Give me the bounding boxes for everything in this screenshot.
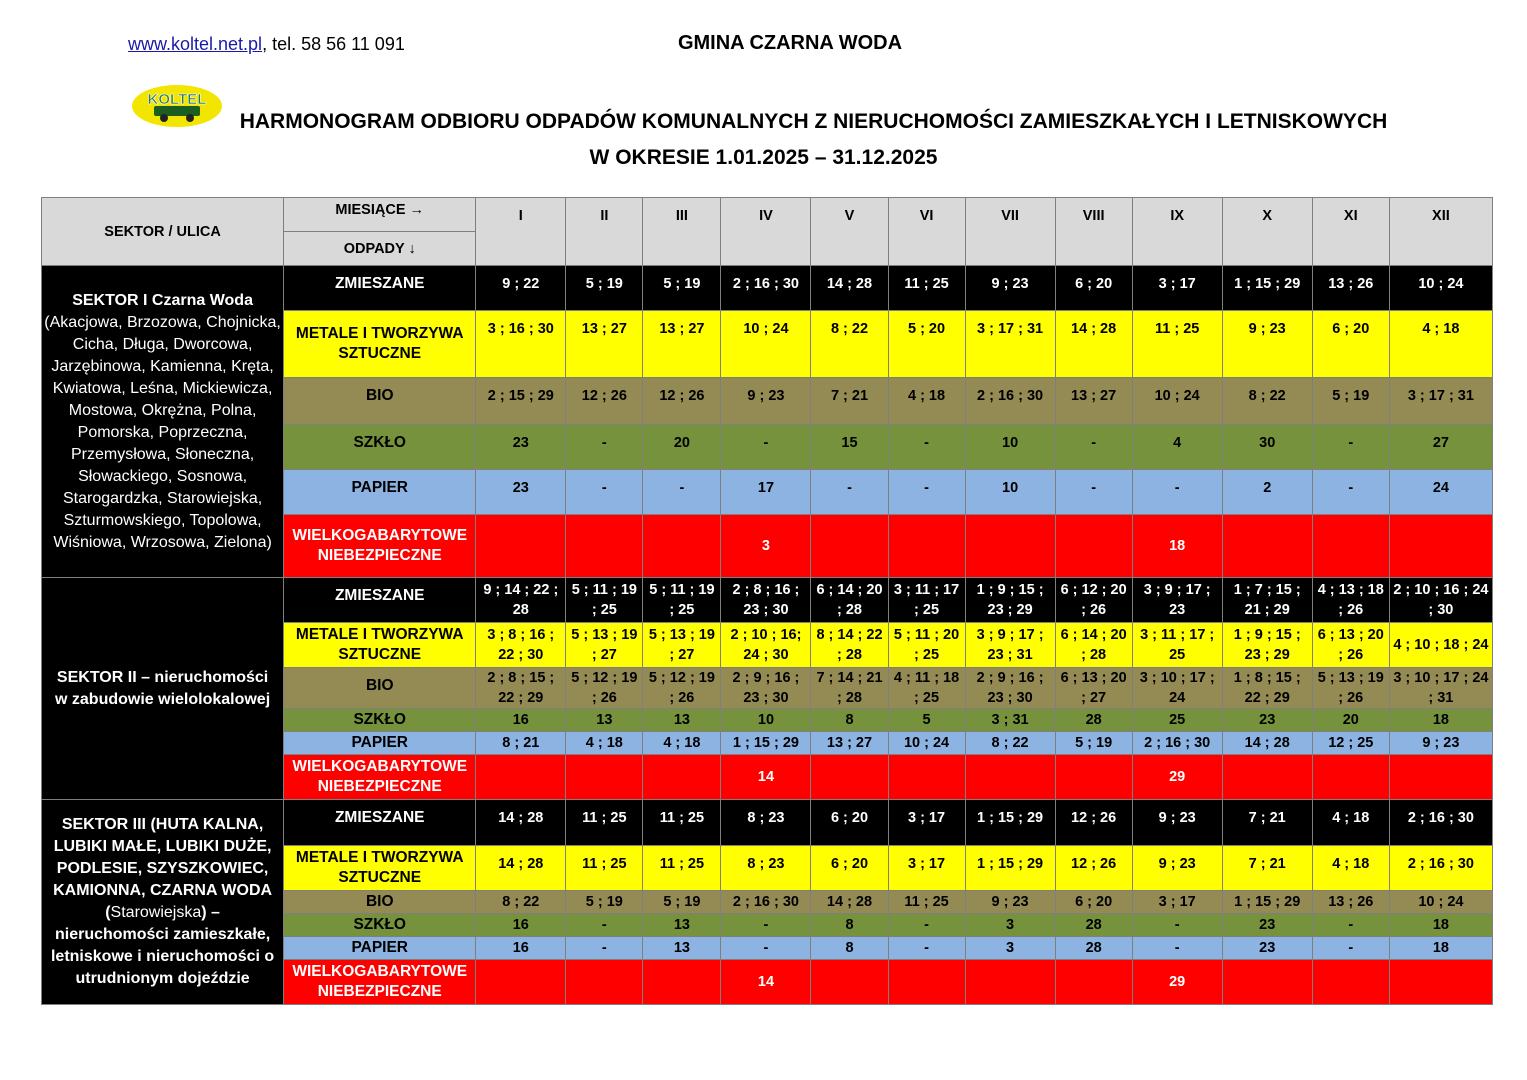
- sector-3-label: [42, 800, 284, 1005]
- pickup-dates: 1 ; 15 ; 29: [965, 800, 1055, 845]
- pickup-dates: 9 ; 23: [965, 890, 1055, 913]
- pickup-dates: 3: [721, 514, 811, 577]
- pickup-dates: 10: [721, 709, 811, 732]
- pickup-dates: 1 ; 9 ; 15 ; 23 ; 29: [1222, 623, 1312, 668]
- pickup-dates: -: [1312, 424, 1389, 469]
- pickup-dates: [888, 514, 965, 577]
- pickup-dates: 7 ; 21: [1222, 845, 1312, 890]
- pickup-dates: 9 ; 14 ; 22 ; 28: [476, 577, 566, 622]
- pickup-dates: 16: [476, 936, 566, 959]
- pickup-dates: [643, 959, 721, 1004]
- pickup-dates: 2 ; 16 ; 30: [965, 378, 1055, 424]
- pickup-dates: 25: [1132, 709, 1222, 732]
- pickup-dates: -: [566, 469, 643, 514]
- pickup-dates: -: [566, 913, 643, 936]
- pickup-dates: 11 ; 25: [566, 800, 643, 845]
- pickup-dates: 20: [1312, 709, 1389, 732]
- pickup-dates: -: [1132, 913, 1222, 936]
- pickup-dates: 3 ; 17: [1132, 890, 1222, 913]
- waste-category: METALE I TWORZYWA SZTUCZNE: [284, 311, 476, 378]
- month-header: I: [476, 198, 566, 266]
- pickup-dates: [1389, 755, 1492, 800]
- pickup-dates: 6 ; 20: [811, 845, 888, 890]
- pickup-dates: 2 ; 15 ; 29: [476, 378, 566, 424]
- pickup-dates: 11 ; 25: [643, 800, 721, 845]
- pickup-dates: 16: [476, 709, 566, 732]
- pickup-dates: 16: [476, 913, 566, 936]
- pickup-dates: 7 ; 21: [811, 378, 888, 424]
- pickup-dates: -: [721, 936, 811, 959]
- pickup-dates: -: [888, 936, 965, 959]
- pickup-dates: 6 ; 13 ; 20 ; 26: [1312, 623, 1389, 668]
- pickup-dates: -: [1132, 469, 1222, 514]
- sector-description: ) – nieruchomości zamieszkałe, letniskowe i nieruchomości o utrudnionym dojeździe: [50, 904, 275, 988]
- pickup-dates: 4 ; 18: [643, 732, 721, 755]
- pickup-dates: 5 ; 13 ; 19 ; 27: [566, 623, 643, 668]
- pickup-dates: -: [1312, 469, 1389, 514]
- pickup-dates: 15: [811, 424, 888, 469]
- pickup-dates: 20: [643, 424, 721, 469]
- month-header: XII: [1389, 198, 1492, 266]
- sector-2-label: [42, 577, 284, 800]
- pickup-dates: 9 ; 23: [965, 266, 1055, 311]
- pickup-dates: 5 ; 19: [643, 890, 721, 913]
- schedule-title: HARMONOGRAM ODBIORU ODPADÓW KOMUNALNYCH Z NIERUCHOMOŚCI ZAMIESZKAŁYCH I LETNISKOWYCH: [239, 110, 1388, 133]
- pickup-dates: -: [811, 469, 888, 514]
- pickup-dates: 1 ; 8 ; 15 ; 22 ; 29: [1222, 668, 1312, 709]
- waste-category: ZMIESZANE: [284, 266, 476, 311]
- pickup-dates: 13 ; 27: [811, 732, 888, 755]
- waste-category: SZKŁO: [284, 424, 476, 469]
- pickup-dates: 2 ; 10 ; 16 ; 24 ; 30: [1389, 577, 1492, 622]
- pickup-dates: 28: [1055, 709, 1132, 732]
- pickup-dates: 8 ; 23: [721, 845, 811, 890]
- sector-street: Starowiejska: [110, 904, 202, 922]
- pickup-dates: 23: [1222, 936, 1312, 959]
- pickup-dates: 14 ; 28: [476, 845, 566, 890]
- month-header: II: [566, 198, 643, 266]
- pickup-dates: 9 ; 22: [476, 266, 566, 311]
- pickup-dates: 11 ; 25: [1132, 311, 1222, 378]
- pickup-dates: 1 ; 9 ; 15 ; 23 ; 29: [965, 577, 1055, 622]
- pickup-dates: [888, 755, 965, 800]
- pickup-dates: 4 ; 18: [1312, 800, 1389, 845]
- pickup-dates: 11 ; 25: [643, 845, 721, 890]
- pickup-dates: 18: [1132, 514, 1222, 577]
- pickup-dates: 1 ; 7 ; 15 ; 21 ; 29: [1222, 577, 1312, 622]
- pickup-dates: 10: [965, 424, 1055, 469]
- pickup-dates: 5 ; 19: [566, 266, 643, 311]
- pickup-dates: 23: [1222, 709, 1312, 732]
- pickup-dates: 8: [811, 913, 888, 936]
- waste-category: PAPIER: [284, 469, 476, 514]
- pickup-dates: 2 ; 16 ; 30: [1389, 845, 1492, 890]
- sector-column-header: SEKTOR / ULICA: [42, 198, 284, 266]
- pickup-dates: 3 ; 17: [888, 800, 965, 845]
- pickup-dates: -: [888, 424, 965, 469]
- sector-streets: (Akacjowa, Brzozowa, Chojnicka, Cicha, Długa, Dworcowa, Jarzębinowa, Kamienna, Kręta, Kwiatowa, Leśna, Mickiewicza, Mostowa, Okrężna, Polna, Pomorska, Poprzeczna, Przemysłowa, Słoneczna, Słowackiego, Sosnowa, Starogardzka, Starowiejska, Szturmowskiego, Topolowa, Wiśniowa, Wrzosowa, Zielona): [44, 313, 281, 551]
- pickup-dates: 2 ; 16 ; 30: [1132, 732, 1222, 755]
- logo-text: KOLTEL: [147, 91, 207, 108]
- pickup-dates: 5 ; 19: [566, 890, 643, 913]
- pickup-dates: [643, 514, 721, 577]
- pickup-dates: 1 ; 15 ; 29: [1222, 890, 1312, 913]
- pickup-dates: 11 ; 25: [888, 266, 965, 311]
- row-zmieszane: [42, 800, 1493, 845]
- phone-text: , tel. 58 56 11 091: [262, 34, 405, 54]
- pickup-dates: -: [721, 913, 811, 936]
- pickup-dates: 3 ; 17: [1132, 266, 1222, 311]
- pickup-dates: 3 ; 11 ; 17 ; 25: [1132, 623, 1222, 668]
- waste-category: WIELKOGABARYTOWE NIEBEZPIECZNE: [284, 755, 476, 800]
- contact-line: [128, 34, 405, 55]
- waste-category: BIO: [284, 890, 476, 913]
- pickup-dates: 2 ; 8 ; 16 ; 23 ; 30: [721, 577, 811, 622]
- pickup-dates: 12 ; 26: [1055, 845, 1132, 890]
- pickup-dates: 8 ; 22: [965, 732, 1055, 755]
- pickup-dates: -: [721, 424, 811, 469]
- pickup-dates: 9 ; 23: [1389, 732, 1492, 755]
- collection-schedule-table: [41, 197, 1493, 1005]
- waste-category: METALE I TWORZYWA SZTUCZNE: [284, 623, 476, 668]
- pickup-dates: 8 ; 14 ; 22 ; 28: [811, 623, 888, 668]
- pickup-dates: 28: [1055, 936, 1132, 959]
- pickup-dates: 8 ; 23: [721, 800, 811, 845]
- pickup-dates: 12 ; 26: [643, 378, 721, 424]
- pickup-dates: 13: [643, 709, 721, 732]
- pickup-dates: [965, 959, 1055, 1004]
- pickup-dates: 2 ; 9 ; 16 ; 23 ; 30: [965, 668, 1055, 709]
- pickup-dates: 6 ; 14 ; 20 ; 28: [1055, 623, 1132, 668]
- pickup-dates: 6 ; 20: [1312, 311, 1389, 378]
- pickup-dates: 7 ; 21: [1222, 800, 1312, 845]
- pickup-dates: 2 ; 16 ; 30: [721, 890, 811, 913]
- pickup-dates: 8 ; 22: [476, 890, 566, 913]
- month-header: IX: [1132, 198, 1222, 266]
- waste-category: WIELKOGABARYTOWE NIEBEZPIECZNE: [284, 514, 476, 577]
- pickup-dates: [476, 514, 566, 577]
- month-header: XI: [1312, 198, 1389, 266]
- waste-category: METALE I TWORZYWA SZTUCZNE: [284, 845, 476, 890]
- pickup-dates: 4 ; 11 ; 18 ; 25: [888, 668, 965, 709]
- pickup-dates: -: [566, 424, 643, 469]
- waste-category: BIO: [284, 668, 476, 709]
- pickup-dates: [811, 514, 888, 577]
- pickup-dates: [566, 514, 643, 577]
- pickup-dates: 18: [1389, 936, 1492, 959]
- pickup-dates: 28: [1055, 913, 1132, 936]
- pickup-dates: -: [566, 936, 643, 959]
- pickup-dates: 13: [566, 709, 643, 732]
- pickup-dates: [1222, 959, 1312, 1004]
- logo-wheel-right: [186, 114, 194, 122]
- row-zmieszane: [42, 266, 1493, 311]
- municipality-name: GMINA CZARNA WODA: [677, 32, 903, 54]
- pickup-dates: 5 ; 12 ; 19 ; 26: [643, 668, 721, 709]
- pickup-dates: [566, 755, 643, 800]
- pickup-dates: 14: [721, 755, 811, 800]
- row-zmieszane: [42, 577, 1493, 622]
- pickup-dates: 5 ; 20: [888, 311, 965, 378]
- pickup-dates: 4: [1132, 424, 1222, 469]
- pickup-dates: 5 ; 19: [1312, 378, 1389, 424]
- pickup-dates: 11 ; 25: [888, 890, 965, 913]
- pickup-dates: 14: [721, 959, 811, 1004]
- waste-header: ODPADY ↓: [284, 232, 476, 266]
- pickup-dates: 10 ; 24: [888, 732, 965, 755]
- pickup-dates: 5 ; 19: [643, 266, 721, 311]
- pickup-dates: 14 ; 28: [1055, 311, 1132, 378]
- pickup-dates: [965, 755, 1055, 800]
- pickup-dates: 3 ; 9 ; 17 ; 23 ; 31: [965, 623, 1055, 668]
- pickup-dates: 4 ; 18: [1389, 311, 1492, 378]
- waste-category: PAPIER: [284, 732, 476, 755]
- pickup-dates: [888, 959, 965, 1004]
- pickup-dates: [811, 755, 888, 800]
- months-header: MIESIĄCE →: [284, 198, 476, 232]
- waste-category: ZMIESZANE: [284, 577, 476, 622]
- pickup-dates: 8: [811, 936, 888, 959]
- pickup-dates: 4 ; 18: [888, 378, 965, 424]
- pickup-dates: 2: [1222, 469, 1312, 514]
- header-row-months: [42, 198, 1493, 232]
- pickup-dates: 11 ; 25: [566, 845, 643, 890]
- pickup-dates: 5 ; 13 ; 19 ; 26: [1312, 668, 1389, 709]
- pickup-dates: 13 ; 27: [643, 311, 721, 378]
- pickup-dates: 14 ; 28: [811, 890, 888, 913]
- pickup-dates: [566, 959, 643, 1004]
- pickup-dates: [965, 514, 1055, 577]
- pickup-dates: 3 ; 17 ; 31: [1389, 378, 1492, 424]
- website-link[interactable]: www.koltel.net.pl: [128, 34, 263, 54]
- month-header: X: [1222, 198, 1312, 266]
- sector-title: SEKTOR I Czarna Woda: [72, 291, 253, 309]
- pickup-dates: [1055, 959, 1132, 1004]
- pickup-dates: 4 ; 18: [1312, 845, 1389, 890]
- pickup-dates: [1312, 755, 1389, 800]
- pickup-dates: 29: [1132, 959, 1222, 1004]
- pickup-dates: 3 ; 31: [965, 709, 1055, 732]
- pickup-dates: 9 ; 23: [1222, 311, 1312, 378]
- waste-category: WIELKOGABARYTOWE NIEBEZPIECZNE: [284, 959, 476, 1004]
- waste-category: SZKŁO: [284, 709, 476, 732]
- pickup-dates: -: [1055, 469, 1132, 514]
- pickup-dates: -: [643, 469, 721, 514]
- waste-category: SZKŁO: [284, 913, 476, 936]
- pickup-dates: [1312, 959, 1389, 1004]
- pickup-dates: 13 ; 27: [1055, 378, 1132, 424]
- logo-wheel-left: [160, 114, 168, 122]
- pickup-dates: 5 ; 11 ; 20 ; 25: [888, 623, 965, 668]
- pickup-dates: 3: [965, 936, 1055, 959]
- pickup-dates: 6 ; 20: [1055, 266, 1132, 311]
- pickup-dates: 18: [1389, 709, 1492, 732]
- month-header: V: [811, 198, 888, 266]
- pickup-dates: [1222, 755, 1312, 800]
- pickup-dates: -: [1132, 936, 1222, 959]
- pickup-dates: 2 ; 8 ; 15 ; 22 ; 29: [476, 668, 566, 709]
- pickup-dates: 13 ; 26: [1312, 890, 1389, 913]
- pickup-dates: 23: [476, 469, 566, 514]
- pickup-dates: 3: [965, 913, 1055, 936]
- pickup-dates: 10: [965, 469, 1055, 514]
- pickup-dates: 6 ; 14 ; 20 ; 28: [811, 577, 888, 622]
- pickup-dates: 6 ; 13 ; 20 ; 27: [1055, 668, 1132, 709]
- pickup-dates: -: [888, 913, 965, 936]
- pickup-dates: 6 ; 20: [811, 800, 888, 845]
- pickup-dates: -: [1312, 936, 1389, 959]
- pickup-dates: 2 ; 16 ; 30: [721, 266, 811, 311]
- pickup-dates: 1 ; 15 ; 29: [965, 845, 1055, 890]
- pickup-dates: 1 ; 15 ; 29: [721, 732, 811, 755]
- waste-category: BIO: [284, 378, 476, 424]
- pickup-dates: 3 ; 9 ; 17 ; 23: [1132, 577, 1222, 622]
- pickup-dates: 18: [1389, 913, 1492, 936]
- pickup-dates: 3 ; 10 ; 17 ; 24 ; 31: [1389, 668, 1492, 709]
- pickup-dates: 7 ; 14 ; 21 ; 28: [811, 668, 888, 709]
- schedule-period: W OKRESIE 1.01.2025 – 31.12.2025: [589, 146, 938, 169]
- pickup-dates: [1222, 514, 1312, 577]
- pickup-dates: 1 ; 15 ; 29: [1222, 266, 1312, 311]
- pickup-dates: 2 ; 16 ; 30: [1389, 800, 1492, 845]
- pickup-dates: 3 ; 10 ; 17 ; 24: [1132, 668, 1222, 709]
- pickup-dates: 27: [1389, 424, 1492, 469]
- pickup-dates: 5 ; 11 ; 19 ; 25: [566, 577, 643, 622]
- pickup-dates: 13 ; 26: [1312, 266, 1389, 311]
- pickup-dates: [1389, 959, 1492, 1004]
- month-header: VI: [888, 198, 965, 266]
- pickup-dates: 2 ; 9 ; 16 ; 23 ; 30: [721, 668, 811, 709]
- pickup-dates: 6 ; 20: [1055, 890, 1132, 913]
- pickup-dates: [1055, 514, 1132, 577]
- sector-title: SEKTOR III (HUTA KALNA, LUBIKI MAŁE, LUBIKI DUŻE, PODLESIE, SZYSZKOWIEC, KAMIONNA, CZARNA WODA (: [53, 816, 273, 922]
- pickup-dates: 30: [1222, 424, 1312, 469]
- pickup-dates: 2 ; 10 ; 16; 24 ; 30: [721, 623, 811, 668]
- pickup-dates: 13: [643, 913, 721, 936]
- pickup-dates: 8 ; 22: [811, 311, 888, 378]
- pickup-dates: -: [888, 469, 965, 514]
- sector-1-label: [42, 266, 284, 578]
- pickup-dates: 12 ; 26: [566, 378, 643, 424]
- pickup-dates: 10 ; 24: [1132, 378, 1222, 424]
- pickup-dates: [1055, 755, 1132, 800]
- pickup-dates: 3 ; 17: [888, 845, 965, 890]
- pickup-dates: 8: [811, 709, 888, 732]
- waste-category: PAPIER: [284, 936, 476, 959]
- month-header: VIII: [1055, 198, 1132, 266]
- pickup-dates: 8 ; 21: [476, 732, 566, 755]
- pickup-dates: 10 ; 24: [1389, 266, 1492, 311]
- pickup-dates: 6 ; 12 ; 20 ; 26: [1055, 577, 1132, 622]
- pickup-dates: 13: [643, 936, 721, 959]
- pickup-dates: 5 ; 13 ; 19 ; 27: [643, 623, 721, 668]
- pickup-dates: 24: [1389, 469, 1492, 514]
- pickup-dates: 14 ; 28: [1222, 732, 1312, 755]
- pickup-dates: 9 ; 23: [721, 378, 811, 424]
- pickup-dates: [1389, 514, 1492, 577]
- month-header: III: [643, 198, 721, 266]
- pickup-dates: 10 ; 24: [1389, 890, 1492, 913]
- month-header: IV: [721, 198, 811, 266]
- month-header: VII: [965, 198, 1055, 266]
- pickup-dates: 4 ; 10 ; 18 ; 24: [1389, 623, 1492, 668]
- pickup-dates: 14 ; 28: [476, 800, 566, 845]
- pickup-dates: 9 ; 23: [1132, 845, 1222, 890]
- pickup-dates: 9 ; 23: [1132, 800, 1222, 845]
- pickup-dates: 12 ; 26: [1055, 800, 1132, 845]
- pickup-dates: 3 ; 16 ; 30: [476, 311, 566, 378]
- pickup-dates: 5 ; 19: [1055, 732, 1132, 755]
- pickup-dates: 12 ; 25: [1312, 732, 1389, 755]
- pickup-dates: 23: [1222, 913, 1312, 936]
- pickup-dates: 10 ; 24: [721, 311, 811, 378]
- pickup-dates: [811, 959, 888, 1004]
- pickup-dates: 13 ; 27: [566, 311, 643, 378]
- pickup-dates: 4 ; 18: [566, 732, 643, 755]
- pickup-dates: [476, 959, 566, 1004]
- pickup-dates: 5: [888, 709, 965, 732]
- pickup-dates: 5 ; 12 ; 19 ; 26: [566, 668, 643, 709]
- pickup-dates: 3 ; 17 ; 31: [965, 311, 1055, 378]
- pickup-dates: 17: [721, 469, 811, 514]
- pickup-dates: [1312, 514, 1389, 577]
- pickup-dates: 29: [1132, 755, 1222, 800]
- pickup-dates: 4 ; 13 ; 18 ; 26: [1312, 577, 1389, 622]
- pickup-dates: 8 ; 22: [1222, 378, 1312, 424]
- pickup-dates: [643, 755, 721, 800]
- pickup-dates: -: [1312, 913, 1389, 936]
- pickup-dates: 23: [476, 424, 566, 469]
- sector-title: SEKTOR II – nieruchomości w zabudowie wielolokalowej: [55, 668, 271, 708]
- pickup-dates: 5 ; 11 ; 19 ; 25: [643, 577, 721, 622]
- pickup-dates: -: [1055, 424, 1132, 469]
- pickup-dates: 14 ; 28: [811, 266, 888, 311]
- pickup-dates: [476, 755, 566, 800]
- waste-category: ZMIESZANE: [284, 800, 476, 845]
- pickup-dates: 3 ; 11 ; 17 ; 25: [888, 577, 965, 622]
- pickup-dates: 3 ; 8 ; 16 ; 22 ; 30: [476, 623, 566, 668]
